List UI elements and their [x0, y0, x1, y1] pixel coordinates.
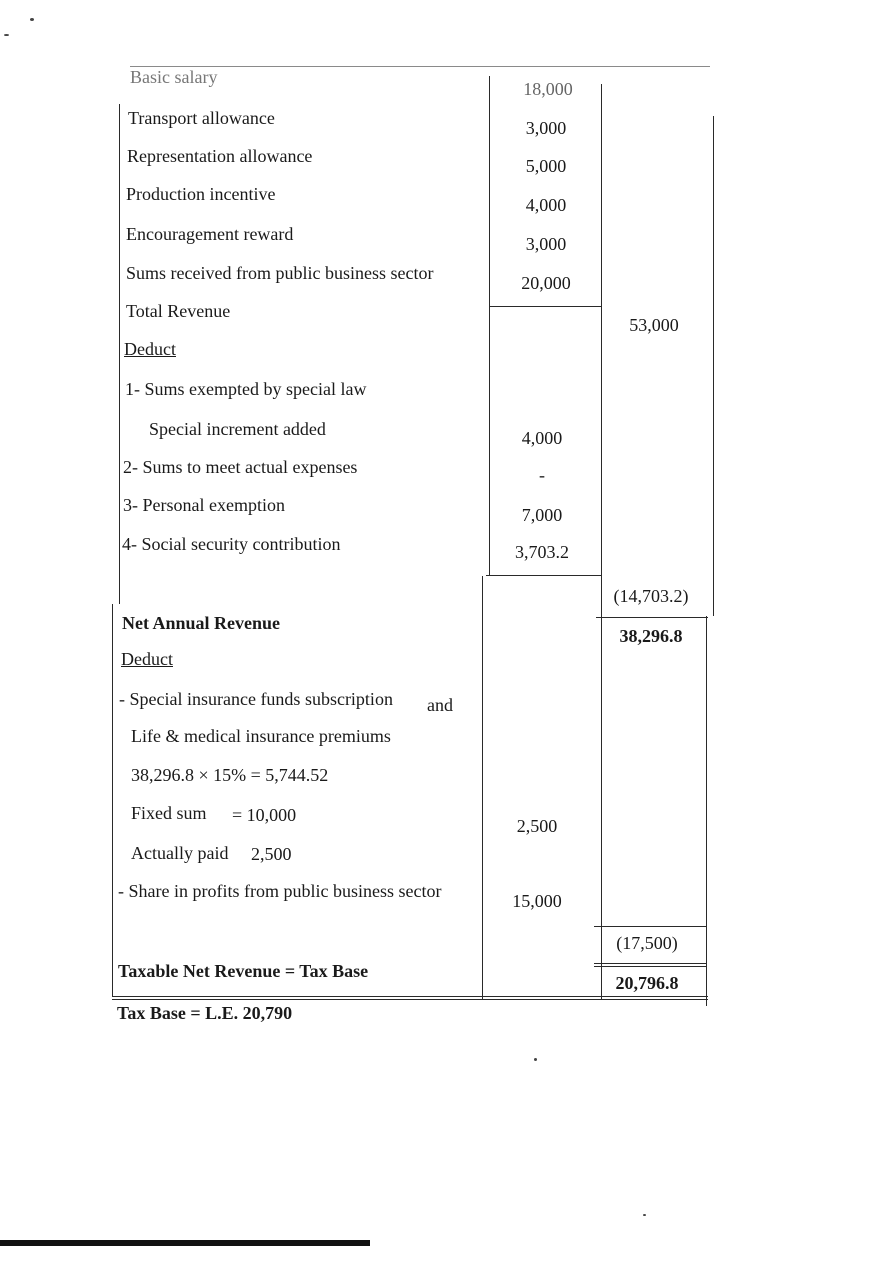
row-actual-expenses: 2- Sums to meet actual expenses: [123, 457, 358, 477]
row-insurance: - Special insurance funds subscription: [119, 689, 393, 709]
table-left-border: [112, 604, 113, 996]
row-actually-paid-value: 2,500: [251, 844, 292, 864]
col2-right-border: [706, 616, 707, 1006]
col1-transport: 3,000: [525, 118, 567, 138]
row-fixed-sum-label: Fixed sum: [131, 803, 207, 823]
col1-sums-public: 20,000: [521, 273, 571, 293]
col1-basic-salary: 18,000: [523, 79, 573, 99]
row-sums-public: Sums received from public business sector: [126, 263, 434, 283]
tax-base-footer: Tax Base = L.E. 20,790: [117, 1003, 293, 1023]
row-basic-salary: Basic salary: [130, 67, 218, 87]
table-bottom-border: [112, 999, 708, 1000]
row-insurance-line2: Life & medical insurance premiums: [131, 726, 391, 746]
row-social-security: 4- Social security contribution: [122, 534, 341, 554]
col2-right-border: [713, 116, 714, 616]
row-production: Production incentive: [126, 184, 276, 204]
row-transport: Transport allowance: [128, 108, 275, 128]
col2-total: 53,000: [629, 315, 679, 335]
col1-encouragement: 3,000: [525, 234, 567, 254]
table-left-border: [119, 104, 120, 604]
col2-left-border: [601, 84, 602, 1000]
col1-personal-exemption: 7,000: [521, 505, 563, 525]
scan-speck: [534, 1058, 537, 1061]
col1-left-border: [482, 576, 483, 1000]
table-bottom-border: [112, 996, 708, 997]
col1-social-security: 3,703.2: [515, 542, 569, 562]
scan-speck: [643, 1214, 646, 1216]
col1-special-increment: 4,000: [521, 428, 563, 448]
subtotal-rule: [486, 575, 602, 576]
col1-share-profits: 15,000: [512, 891, 562, 911]
subtotal-rule: [490, 306, 602, 307]
row-exempt: 1- Sums exempted by special law: [125, 379, 367, 399]
col2-deductions-1: (14,703.2): [613, 586, 689, 606]
row-special-increment: Special increment added: [149, 419, 326, 439]
row-net-annual: Net Annual Revenue: [122, 613, 281, 633]
scan-speck: [4, 34, 9, 36]
col1-representation: 5,000: [525, 156, 567, 176]
row-representation: Representation allowance: [127, 146, 313, 166]
subtotal-rule: [594, 926, 706, 927]
col2-taxable: 20,796.8: [615, 973, 679, 993]
col1-actual-expenses: -: [539, 465, 545, 485]
col1-insurance: 2,500: [516, 816, 558, 836]
col2-net-annual: 38,296.8: [619, 626, 683, 646]
row-fixed-sum-value: = 10,000: [232, 805, 297, 825]
row-encouragement: Encouragement reward: [126, 224, 294, 244]
row-actually-paid-label: Actually paid: [131, 843, 229, 863]
subtotal-rule: [596, 617, 708, 618]
col2-deductions-2: (17,500): [616, 933, 678, 953]
row-insurance-and: and: [427, 695, 453, 715]
row-personal-exemption: 3- Personal exemption: [123, 495, 285, 515]
scan-edge-bar: [0, 1240, 370, 1246]
deduct-heading-1: Deduct: [124, 339, 176, 359]
deduct-heading-2: Deduct: [121, 649, 173, 669]
col1-production: 4,000: [525, 195, 567, 215]
col1-left-border: [489, 76, 490, 576]
row-share-profits: - Share in profits from public business sector: [118, 881, 442, 901]
row-calculation: 38,296.8 × 15% = 5,744.52: [131, 765, 329, 785]
subtotal-rule: [594, 966, 706, 967]
scan-speck: [30, 18, 34, 21]
subtotal-rule: [594, 963, 706, 964]
row-taxable: Taxable Net Revenue = Tax Base: [118, 961, 369, 981]
table-top-border: [130, 66, 710, 67]
row-total-revenue: Total Revenue: [126, 301, 231, 321]
